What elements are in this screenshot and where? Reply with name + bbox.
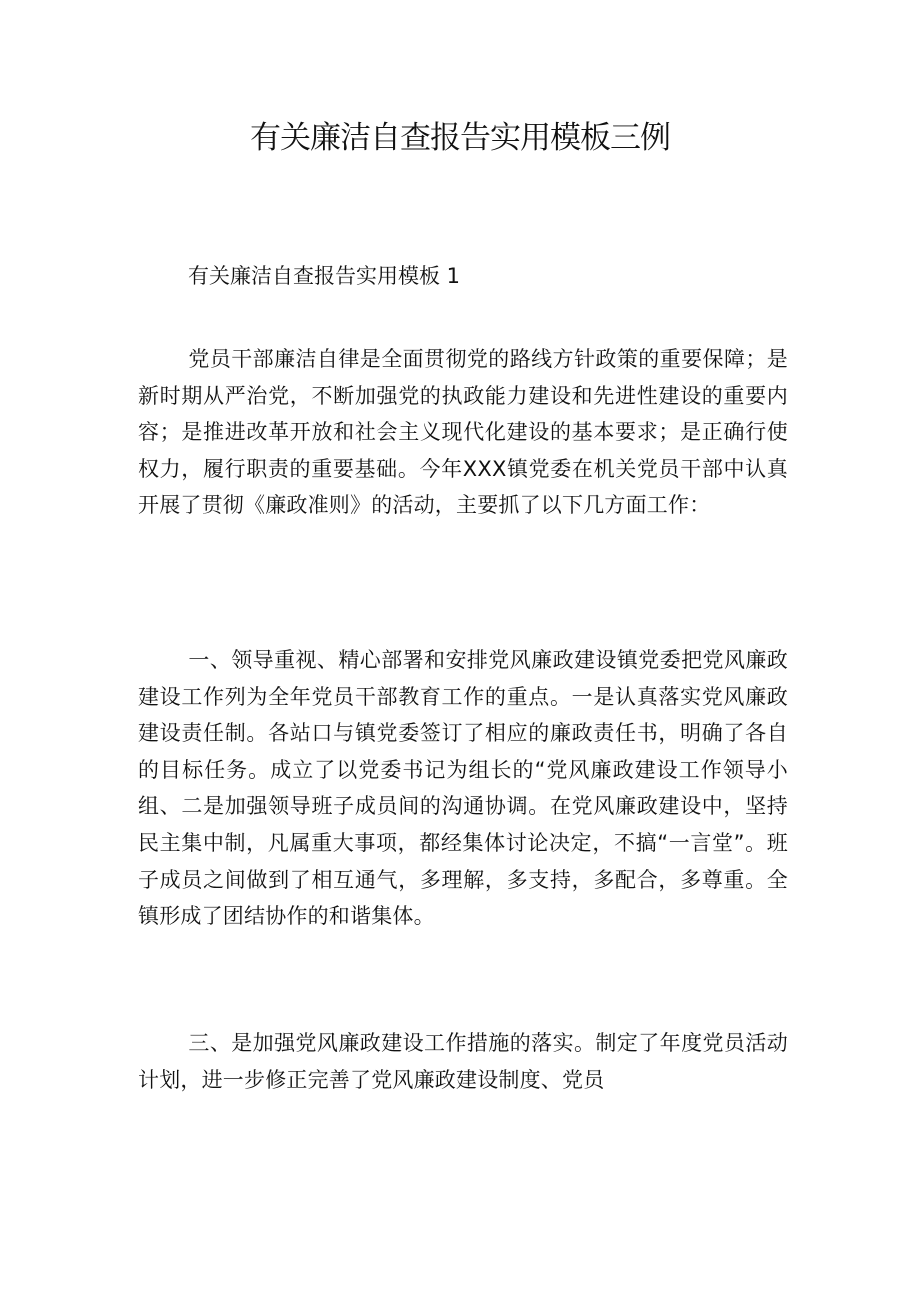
document-title: 有关廉洁自查报告实用模板三例 bbox=[250, 120, 670, 156]
body-paragraph-point-three: 三、是加强党风廉政建设工作措施的落实。制定了年度党员活动计划，进一步修正完善了党风廉政建设制度、党员 bbox=[138, 1031, 788, 1092]
body-paragraph-point-one: 一、领导重视、精心部署和安排党风廉政建设镇党委把党风廉政建设工作列为全年党员干部教育工作的重点。一是认真落实党风廉政建设责任制。各站口与镇党委签订了相应的廉政责任书，明确了各自的目标任务。成立了以党委书记为组长的“党风廉政建设工作领导小组、二是加强领导班子成员间的沟通协调。在党风廉政建设中，坚持民主集中制，凡属重大事项，都经集体讨论决定，不搞“一言堂”。班子成员之间做到了相互通气，多理解，多支持，多配合，多尊重。全镇形成了团结协作的和谐集体。 bbox=[138, 648, 788, 929]
section-heading: 有关廉洁自查报告实用模板 1 bbox=[188, 264, 461, 288]
body-paragraph-intro: 党员干部廉洁自律是全面贯彻党的路线方针政策的重要保障；是新时期从严治党，不断加强党的执政能力建设和先进性建设的重要内容；是推进改革开放和社会主义现代化建设的基本要求；是正确行使权力，履行职责的重要基础。今年XXX镇党委在机关党员干部中认真开展了贯彻《廉政准则》的活动，主要抓了以下几方面工作： bbox=[138, 347, 788, 518]
